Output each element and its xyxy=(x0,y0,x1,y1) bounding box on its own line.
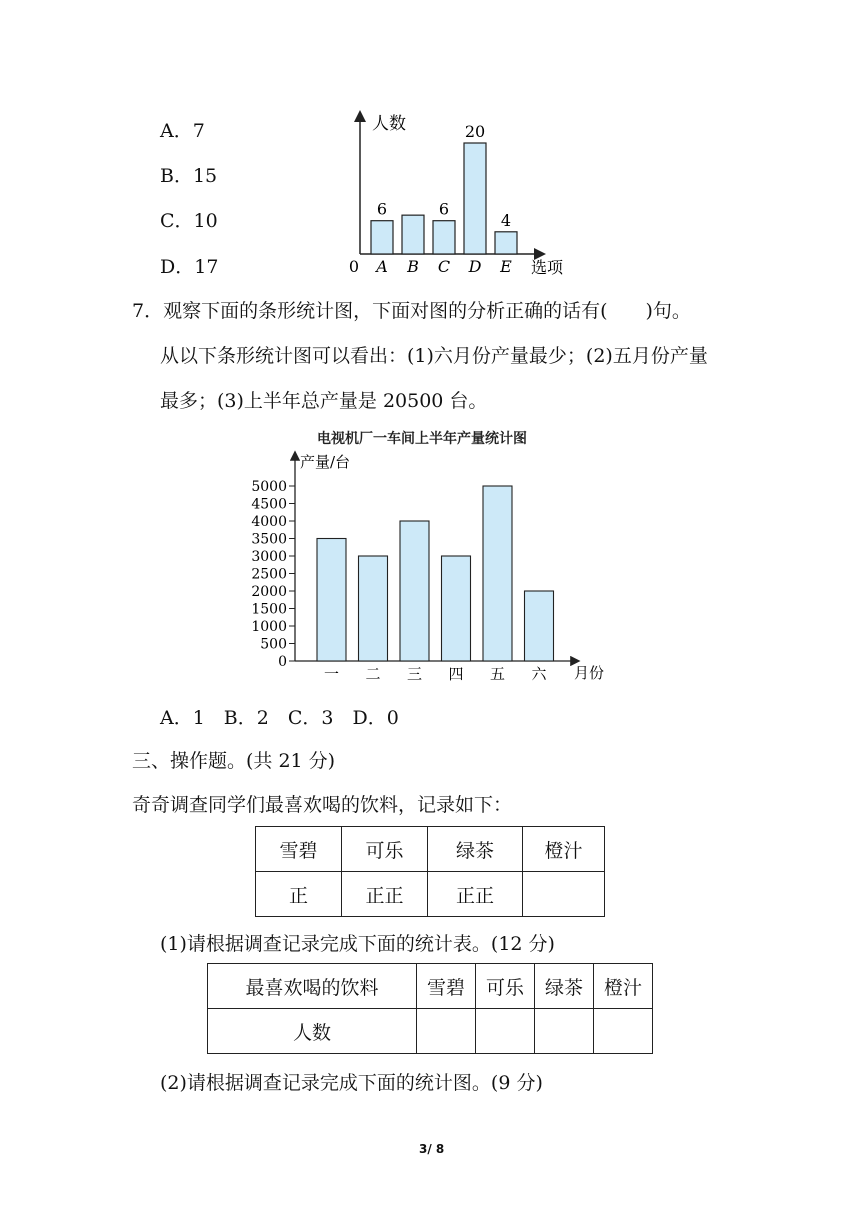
data-label: 4 xyxy=(500,210,512,230)
q7-statement-2: 最多；(3)上半年总产量是 20500 台。 xyxy=(160,390,488,412)
bar-E xyxy=(495,232,517,254)
chart2-bars xyxy=(317,486,554,683)
tally-table xyxy=(255,826,605,917)
stat-header: 雪碧 xyxy=(417,964,476,1009)
data-label: 6 xyxy=(376,199,388,219)
bar-month-5 xyxy=(483,486,512,661)
q7-question: 7．观察下面的条形统计图，下面对图的分析正确的话有( )句。 xyxy=(132,300,691,322)
y-tick-label: 3000 xyxy=(251,549,287,565)
y-tick-label: 2000 xyxy=(251,584,287,600)
tally-cell: 正正 xyxy=(428,872,523,917)
stat-header: 绿茶 xyxy=(535,964,594,1009)
stat-answer-cell[interactable] xyxy=(594,1009,653,1054)
tally-header: 绿茶 xyxy=(428,827,523,872)
page-number: 3/ 8 xyxy=(419,1142,445,1156)
survey-intro: 奇奇调查同学们最喜欢喝的饮料，记录如下： xyxy=(132,794,513,816)
q6-option-a: A．7 xyxy=(160,120,205,142)
statistics-table xyxy=(207,963,653,1054)
y-ticks xyxy=(251,479,295,670)
bar-month-3 xyxy=(400,521,429,661)
survey-bar-chart xyxy=(340,105,580,280)
q7-options: A．1 B．2 C．3 D．0 xyxy=(160,707,399,729)
bar-C xyxy=(433,221,455,254)
question-1: (1)请根据调查记录完成下面的统计表。(12 分) xyxy=(160,933,555,955)
production-bar-chart xyxy=(230,425,630,690)
bar-month-4 xyxy=(442,556,471,661)
origin-label: 0 xyxy=(348,257,360,276)
stat-header: 可乐 xyxy=(476,964,535,1009)
tally-cell: 正正 xyxy=(342,872,428,917)
category-label: E xyxy=(500,257,512,276)
stat-answer-cell[interactable] xyxy=(417,1009,476,1054)
category-label: A xyxy=(376,257,388,276)
bar-D xyxy=(464,143,486,254)
category-label: 三 xyxy=(406,665,423,683)
chart-title: 电视机厂一车间上半年产量统计图 xyxy=(317,431,527,447)
stat-answer-cell[interactable] xyxy=(476,1009,535,1054)
bar-month-6 xyxy=(525,591,554,661)
category-label: 六 xyxy=(531,665,547,683)
y-tick-label: 2500 xyxy=(251,566,287,583)
y-tick-label: 1000 xyxy=(251,619,287,635)
y-tick-label: 4000 xyxy=(251,514,287,530)
q6-option-d: D．17 xyxy=(160,256,219,278)
category-label: 五 xyxy=(489,665,506,683)
y-axis-label: 产量/台 xyxy=(300,453,351,471)
chart1-bars xyxy=(371,122,517,276)
y-axis-label: 人数 xyxy=(372,114,406,134)
data-label: 20 xyxy=(464,122,486,141)
y-tick-label: 3500 xyxy=(251,531,287,548)
y-tick-label: 0 xyxy=(278,654,287,670)
stat-header: 最喜欢喝的饮料 xyxy=(208,964,417,1009)
y-tick-label: 1500 xyxy=(251,601,287,618)
q6-option-b: B．15 xyxy=(160,165,218,187)
category-label: D xyxy=(468,257,482,276)
tally-header: 雪碧 xyxy=(256,827,342,872)
category-label: 四 xyxy=(448,665,464,683)
bar-A xyxy=(371,221,393,254)
section-title: 三、操作题。(共 21 分) xyxy=(132,750,336,772)
category-label: 二 xyxy=(365,665,381,683)
x-axis-label: 选项 xyxy=(531,258,564,277)
stat-header: 橙汁 xyxy=(594,964,653,1009)
q6-option-c: C．10 xyxy=(160,210,218,232)
x-axis-label: 月份 xyxy=(574,664,605,682)
data-label: 6 xyxy=(438,199,450,219)
y-tick-label: 5000 xyxy=(251,479,287,495)
bar-month-1 xyxy=(317,539,346,662)
category-label: 一 xyxy=(323,665,340,683)
question-2: (2)请根据调查记录完成下面的统计图。(9 分) xyxy=(160,1072,543,1094)
bar-B xyxy=(402,215,424,254)
stat-row-label: 人数 xyxy=(208,1009,417,1054)
stat-answer-cell[interactable] xyxy=(535,1009,594,1054)
bar-month-2 xyxy=(359,556,388,661)
category-label: C xyxy=(437,257,451,276)
tally-cell: 正 xyxy=(256,872,342,917)
y-tick-label: 500 xyxy=(260,636,287,653)
tally-header: 橙汁 xyxy=(523,827,605,872)
tally-cell xyxy=(523,872,605,917)
q7-statement-1: 从以下条形统计图可以看出：(1)六月份产量最少；(2)五月份产量 xyxy=(160,345,708,367)
y-tick-label: 4500 xyxy=(251,496,287,513)
tally-header: 可乐 xyxy=(342,827,428,872)
category-label: B xyxy=(407,257,419,276)
